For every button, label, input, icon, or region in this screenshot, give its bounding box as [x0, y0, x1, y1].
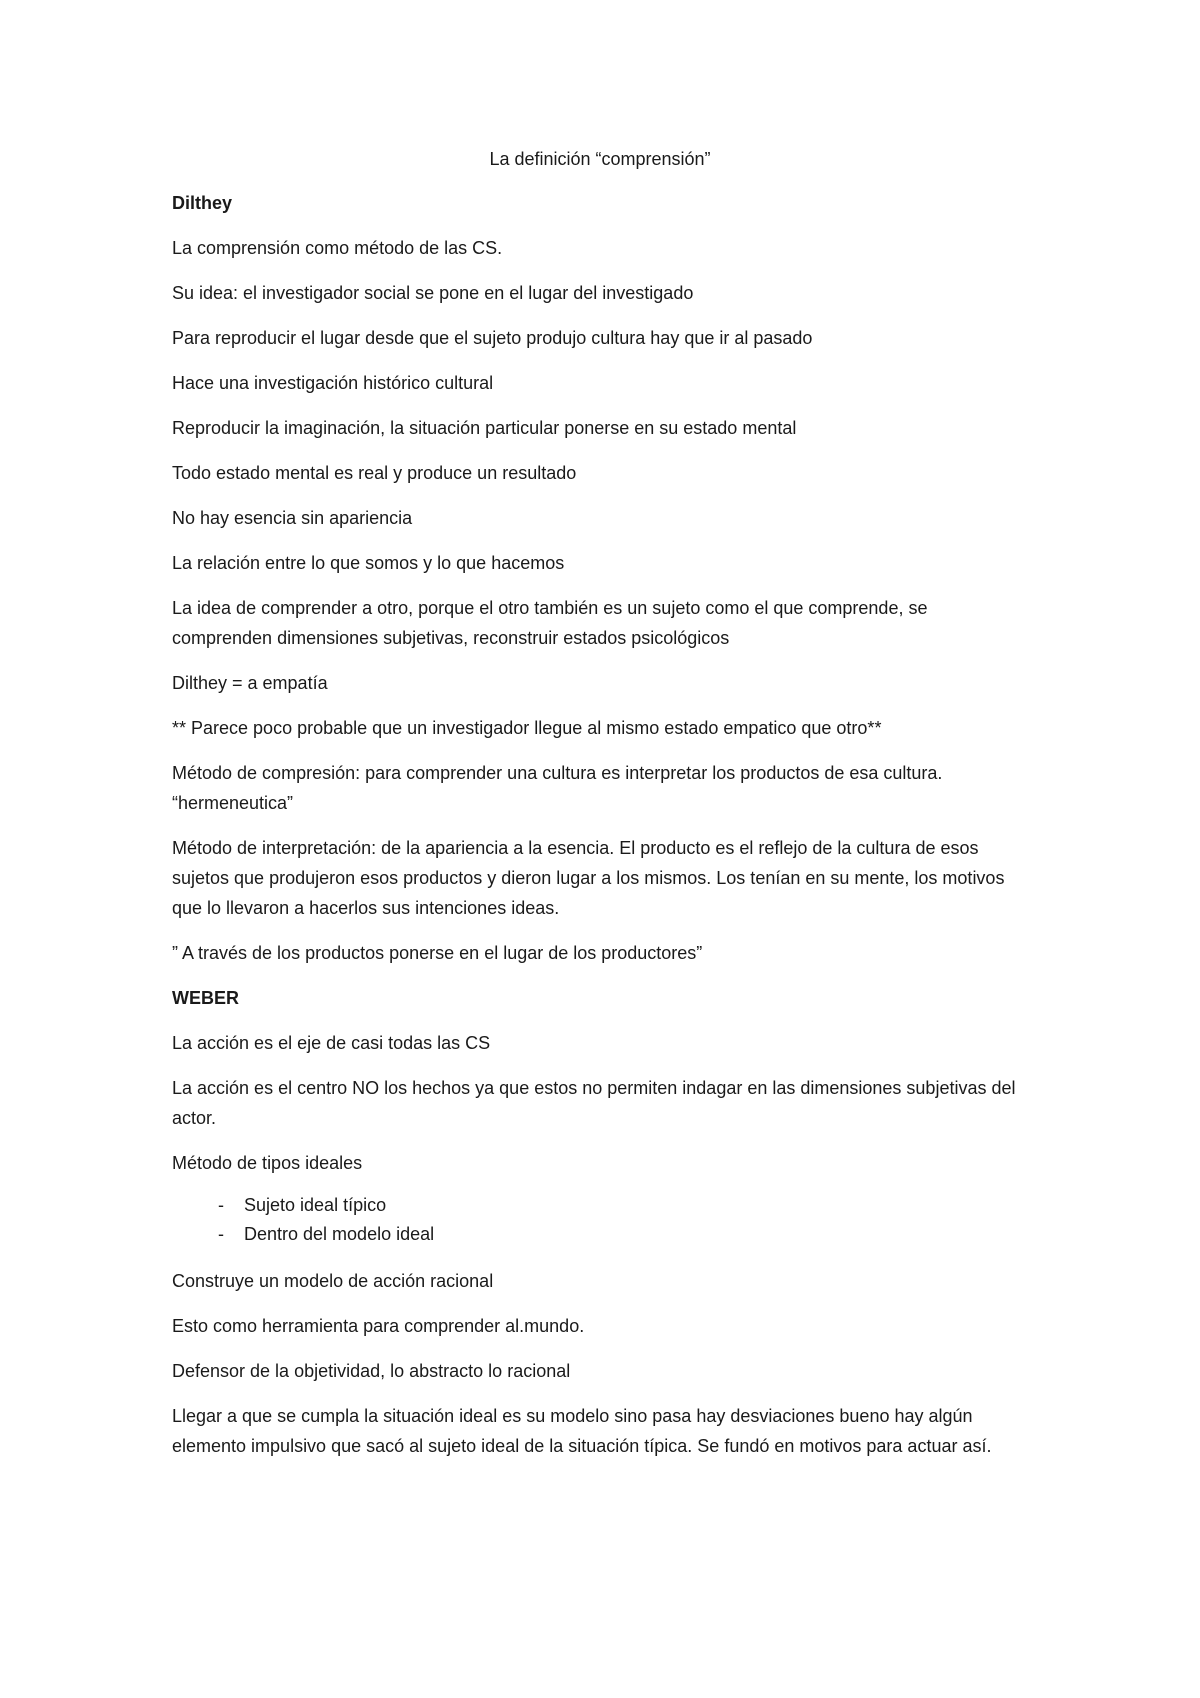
section-heading-dilthey: Dilthey — [172, 193, 233, 213]
paragraph: Defensor de la objetividad, lo abstracto lo racional — [172, 1361, 571, 1381]
list-marker: - — [218, 1195, 224, 1215]
paragraph: Método de tipos ideales — [172, 1153, 363, 1173]
paragraph: Dilthey = a empatía — [172, 673, 328, 693]
list-item — [172, 1220, 1028, 1249]
paragraph: Para reproducir el lugar desde que el sujeto produjo cultura hay que ir al pasado — [172, 328, 813, 348]
paragraph: La idea de comprender a otro, porque el otro también es un sujeto como el que comprende, se comprenden dimensiones subjetivas, reconstruir estados psicológicos — [172, 598, 928, 648]
paragraph: No hay esencia sin apariencia — [172, 508, 413, 528]
paragraph: La acción es el eje de casi todas las CS — [172, 1033, 491, 1053]
list-item-text: Sujeto ideal típico — [244, 1195, 387, 1215]
paragraph: Método de interpretación: de la apariencia a la esencia. El producto es el reflejo de la cultura de esos sujetos que produjeron esos productos y dieron lugar a los mismos. Los tenían en su mente, los motivos que lo llevaron a hacerlos sus intenciones ideas. — [172, 838, 1005, 918]
paragraph: Su idea: el investigador social se pone en el lugar del investigado — [172, 283, 694, 303]
section-heading-weber: WEBER — [172, 988, 239, 1008]
paragraph: Llegar a que se cumpla la situación ideal es su modelo sino pasa hay desviaciones bueno hay algún elemento impulsivo que sacó al sujeto ideal de la situación típica. Se fundó en motivos para actuar así. — [172, 1406, 992, 1456]
paragraph: Hace una investigación histórico cultural — [172, 373, 494, 393]
paragraph: Método de compresión: para comprender una cultura es interpretar los productos de esa cultura. “hermeneutica” — [172, 763, 943, 813]
paragraph: La relación entre lo que somos y lo que hacemos — [172, 553, 565, 573]
paragraph: ** Parece poco probable que un investigador llegue al mismo estado empatico que otro** — [172, 718, 882, 738]
paragraph: Todo estado mental es real y produce un resultado — [172, 463, 577, 483]
list-item — [172, 1191, 1028, 1220]
paragraph: Esto como herramienta para comprender al.mundo. — [172, 1316, 585, 1336]
paragraph: La acción es el centro NO los hechos ya que estos no permiten indagar en las dimensiones subjetivas del actor. — [172, 1078, 1016, 1128]
paragraph: Construye un modelo de acción racional — [172, 1271, 494, 1291]
dash-list — [172, 1191, 1028, 1249]
list-item-text: Dentro del modelo ideal — [244, 1224, 435, 1244]
document-title: La definición “comprensión” — [489, 149, 711, 169]
paragraph: La comprensión como método de las CS. — [172, 238, 503, 258]
paragraph: ” A través de los productos ponerse en el lugar de los productores” — [172, 943, 703, 963]
list-marker: - — [218, 1224, 224, 1244]
paragraph: Reproducir la imaginación, la situación particular ponerse en su estado mental — [172, 418, 797, 438]
